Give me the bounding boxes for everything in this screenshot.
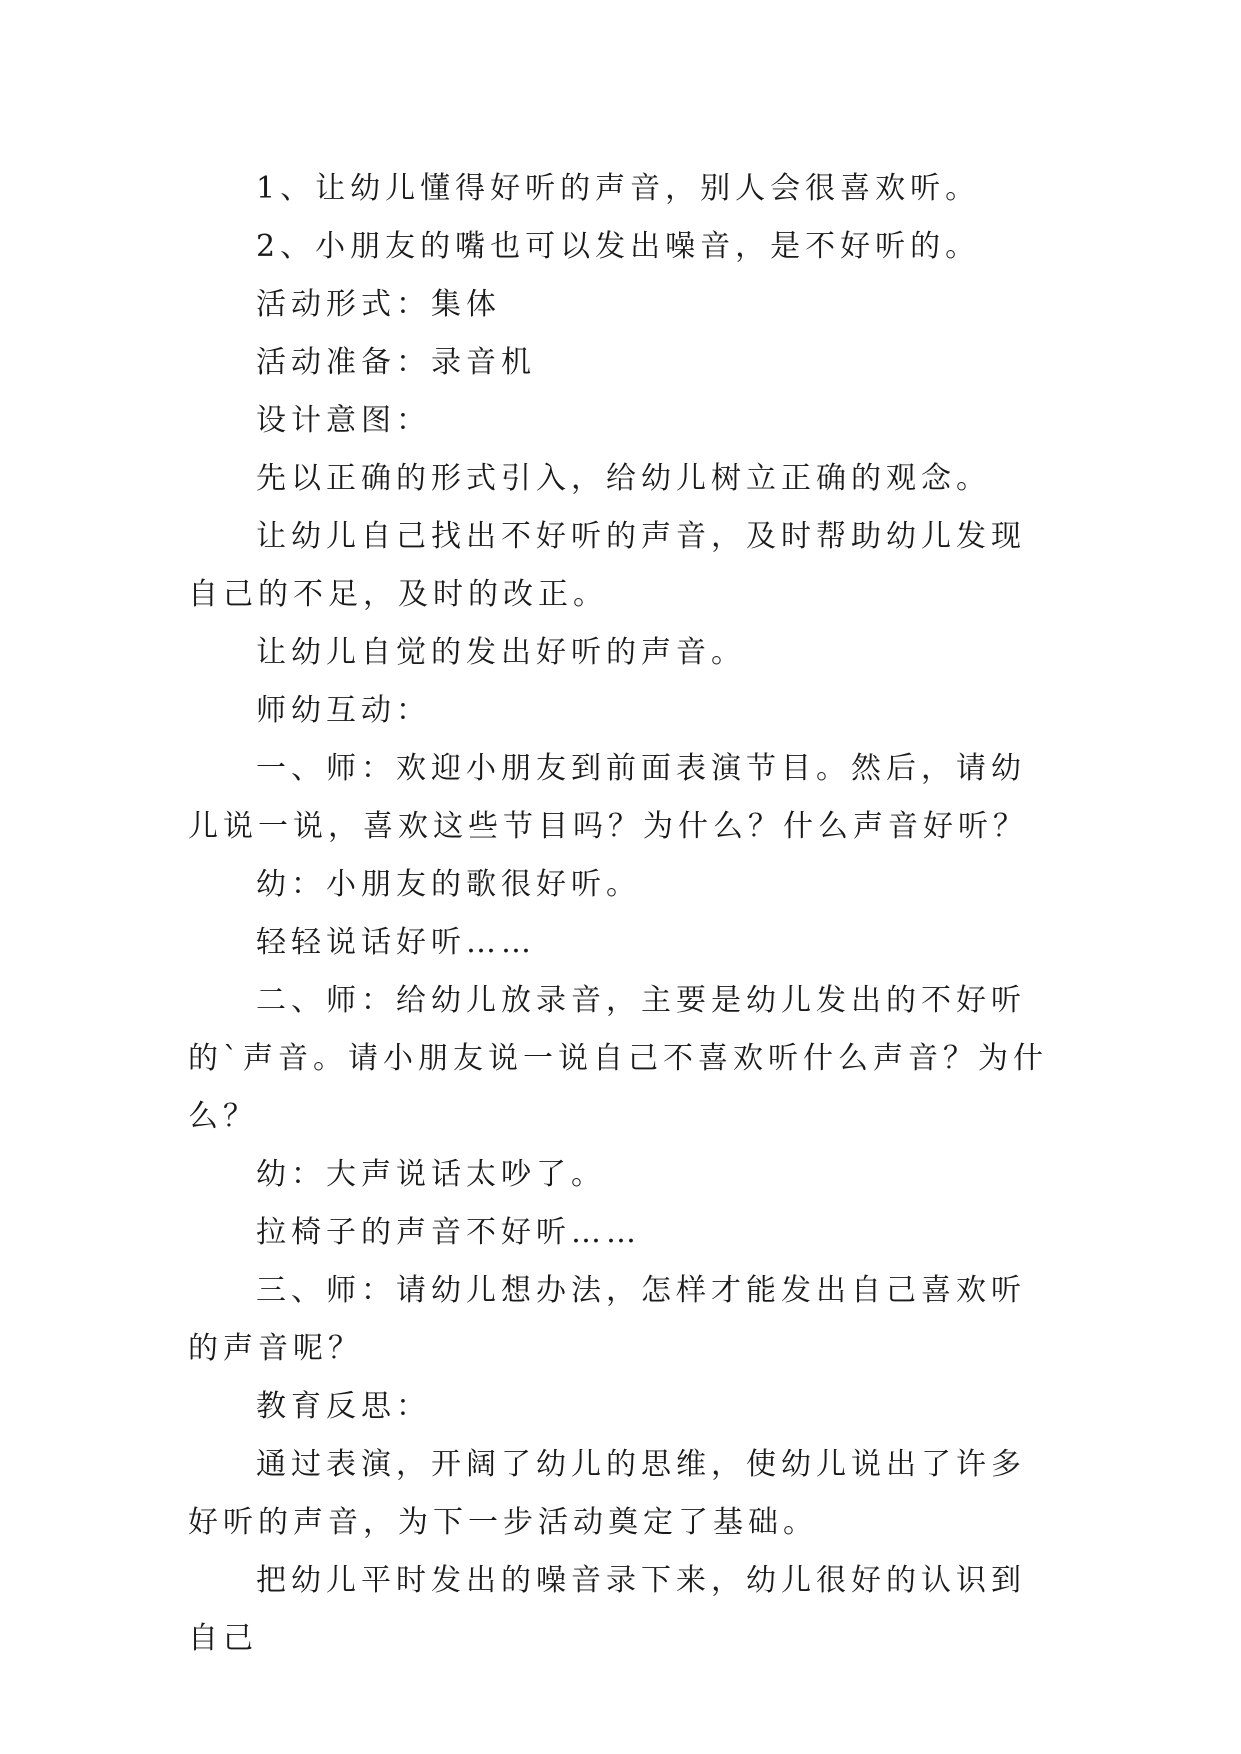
paragraph: 轻轻说话好听…… <box>256 925 536 960</box>
paragraph: 1、让幼儿懂得好听的声音，别人会很喜欢听。 <box>256 171 981 206</box>
paragraph: 通过表演，开阔了幼儿的思维，使幼儿说出了许多好听的声音，为下一步活动奠定了基础。 <box>188 1447 1026 1540</box>
paragraph: 活动准备：录音机 <box>256 345 536 380</box>
paragraph: 先以正确的形式引入，给幼儿树立正确的观念。 <box>256 461 991 496</box>
paragraph: 让幼儿自觉的发出好听的声音。 <box>256 635 746 670</box>
paragraph: 拉椅子的声音不好听…… <box>256 1215 641 1250</box>
document-body <box>188 160 1058 1668</box>
paragraph: 三、师：请幼儿想办法，怎样才能发出自己喜欢听的声音呢？ <box>188 1273 1026 1366</box>
paragraph: 教育反思： <box>256 1389 431 1424</box>
paragraph: 2、小朋友的嘴也可以发出噪音，是不好听的。 <box>256 229 981 264</box>
paragraph: 把幼儿平时发出的噪音录下来，幼儿很好的认识到自己 <box>188 1563 1026 1656</box>
paragraph: 一、师：欢迎小朋友到前面表演节目。然后，请幼儿说一说，喜欢这些节目吗？为什么？什么声音好听？ <box>188 751 1028 844</box>
paragraph: 二、师：给幼儿放录音，主要是幼儿发出的不好听的`声音。请小朋友说一说自己不喜欢听什么声音？为什么？ <box>188 983 1048 1134</box>
paragraph: 活动形式：集体 <box>256 287 501 322</box>
paragraph: 师幼互动： <box>256 693 431 728</box>
paragraph: 幼：大声说话太吵了。 <box>256 1157 606 1192</box>
paragraph: 设计意图： <box>256 403 431 438</box>
paragraph: 幼：小朋友的歌很好听。 <box>256 867 641 902</box>
paragraph: 让幼儿自己找出不好听的声音，及时帮助幼儿发现自己的不足，及时的改正。 <box>188 519 1026 612</box>
